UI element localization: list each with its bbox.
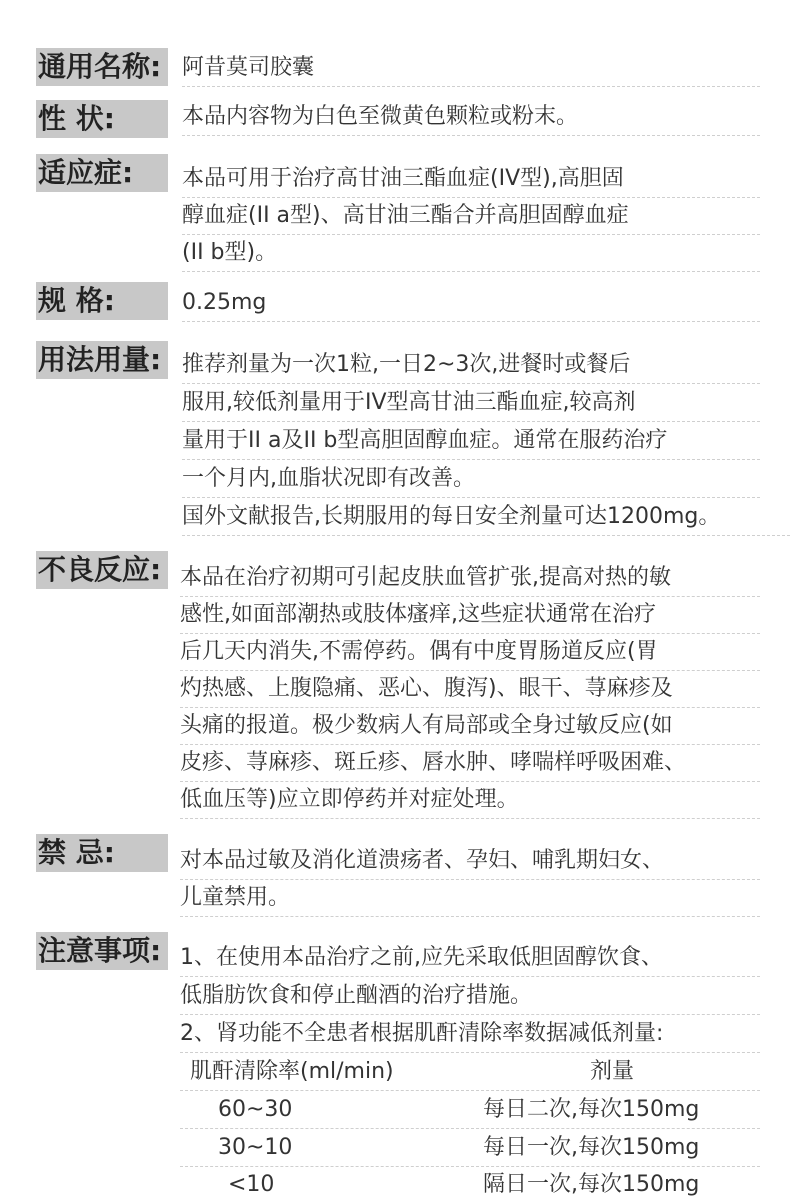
spec-text: 0.25mg (182, 285, 760, 322)
label-generic-name: 通用名称: (36, 48, 168, 86)
dose-table-dose-cell: 每日一次,每次150mg (483, 1135, 700, 1160)
label-appearance: 性 状: (36, 100, 168, 138)
contra-line: 儿童禁用。 (180, 880, 760, 917)
label-indications: 适应症: (36, 154, 168, 192)
dose-table-dose-cell: 每日二次,每次150mg (483, 1097, 700, 1122)
notes-line: 1、在使用本品治疗之前,应先采取低胆固醇饮食、 (180, 940, 760, 977)
dosage-line: 国外文献报告,长期服用的每日安全剂量可达1200mg。 (182, 499, 790, 536)
adverse-line: 头痛的报道。极少数病人有局部或全身过敏反应(如 (180, 708, 760, 745)
indications-line: (II b型)。 (182, 235, 760, 272)
adverse-line: 本品在治疗初期可引起皮肤血管扩张,提高对热的敏 (180, 560, 760, 597)
label-contraindications: 禁 忌: (36, 834, 168, 872)
label-dosage: 用法用量: (36, 341, 168, 379)
adverse-line: 皮疹、荨麻疹、斑丘疹、唇水肿、哮喘样呼吸困难、 (180, 745, 760, 782)
adverse-line: 感性,如面部潮热或肢体瘙痒,这些症状通常在治疗 (180, 597, 760, 634)
label-adverse-reactions: 不良反应: (36, 551, 168, 589)
dose-table-header-clearance: 肌酐清除率(ml/min) (190, 1059, 394, 1084)
dosage-line: 量用于II a及II b型高胆固醇血症。通常在服药治疗 (182, 423, 760, 460)
adverse-line: 后几天内消失,不需停药。偶有中度胃肠道反应(胃 (180, 634, 760, 671)
contra-line: 对本品过敏及消化道溃疡者、孕妇、哺乳期妇女、 (180, 843, 760, 880)
dosage-line: 一个月内,血脂状况即有改善。 (182, 461, 760, 498)
adverse-line: 低血压等)应立即停药并对症处理。 (180, 782, 760, 819)
dosage-line: 服用,较低剂量用于IV型高甘油三酯血症,较高剂 (182, 385, 760, 422)
label-precautions: 注意事项: (36, 932, 168, 970)
notes-line: 2、肾功能不全患者根据肌酐清除率数据减低剂量: (180, 1016, 760, 1053)
dose-table-dose-cell: 隔日一次,每次150mg (483, 1172, 700, 1197)
appearance-text: 本品内容物为白色至微黄色颗粒或粉末。 (182, 99, 760, 136)
adverse-line: 灼热感、上腹隐痛、恶心、腹泻)、眼干、荨麻疹及 (180, 671, 760, 708)
dose-table-header-dose: 剂量 (590, 1059, 635, 1084)
dose-table-clearance-cell: 60~30 (218, 1097, 293, 1122)
generic-name-text: 阿昔莫司胶囊 (182, 50, 760, 87)
dosage-line: 推荐剂量为一次1粒,一日2~3次,进餐时或餐后 (182, 347, 760, 384)
indications-line: 本品可用于治疗高甘油三酯血症(IV型),高胆固 (182, 161, 760, 198)
notes-line: 低脂肪饮食和停止酗酒的治疗措施。 (180, 978, 760, 1015)
label-spec: 规 格: (36, 282, 168, 320)
dose-table-clearance-cell: <10 (228, 1172, 275, 1197)
dose-table-clearance-cell: 30~10 (218, 1135, 293, 1160)
indications-line: 醇血症(II a型)、高甘油三酯合并高胆固醇血症 (182, 198, 760, 235)
